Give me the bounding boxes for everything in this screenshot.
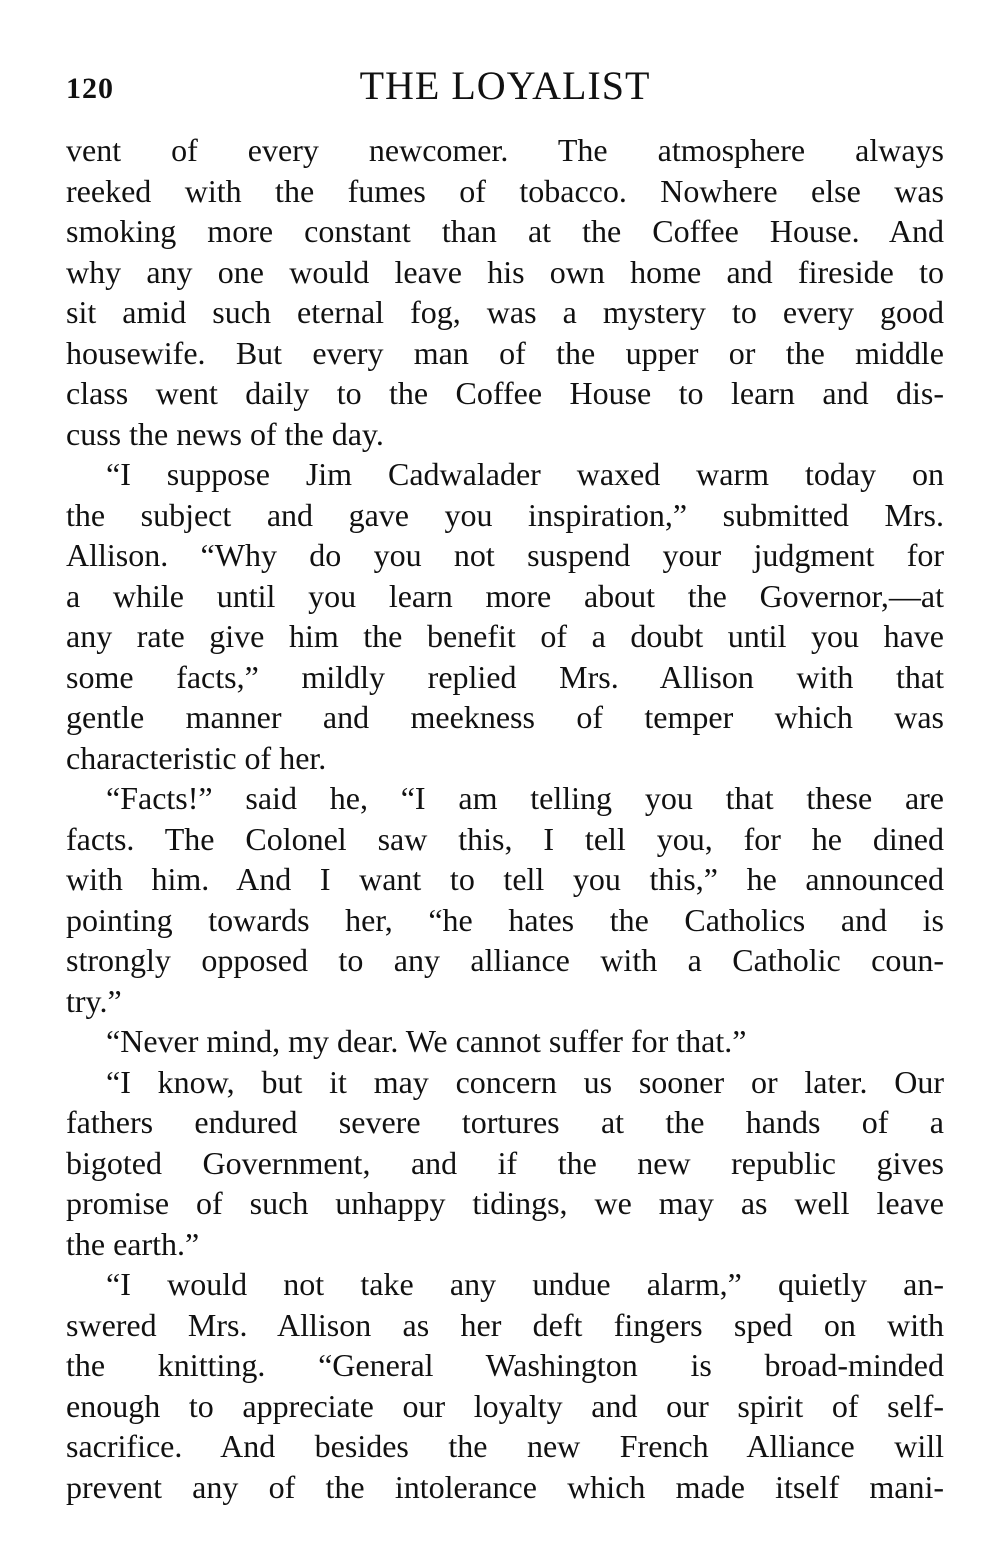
- text-line: “Facts!” said he, “I am telling you that these are: [106, 780, 944, 816]
- text-line: reeked with the fumes of tobacco. Nowhere else was: [66, 172, 944, 209]
- text-line: Allison. “Why do you not suspend your judgment for: [66, 537, 944, 573]
- text-line: cuss the news of the day.: [66, 415, 384, 452]
- text-line: class went daily to the Coffee House to learn and dis-: [66, 375, 944, 411]
- text-line: gentle manner and meekness of temper which was: [66, 699, 944, 735]
- text-line: prevent any of the intolerance which made itself mani-: [66, 1468, 944, 1505]
- text-line: housewife. But every man of the upper or the middle: [66, 334, 944, 371]
- text-line: any rate give him the benefit of a doubt until you have: [66, 618, 944, 654]
- text-line: the earth.”: [66, 1225, 200, 1262]
- text-line: “Never mind, my dear. We cannot suffer for that.”: [106, 1023, 747, 1059]
- text-line: “I suppose Jim Cadwalader waxed warm today on: [106, 456, 944, 492]
- text-line: a while until you learn more about the Governor,—at: [66, 577, 944, 614]
- text-line: strongly opposed to any alliance with a Catholic coun-: [66, 942, 944, 978]
- text-line: sacrifice. And besides the new French Alliance will: [66, 1428, 944, 1464]
- text-line: why any one would leave his own home and fireside to: [66, 253, 944, 290]
- text-line: “I know, but it may concern us sooner or later. Our: [106, 1063, 944, 1100]
- text-line: smoking more constant than at the Coffee House. And: [66, 213, 944, 249]
- text-line: sit amid such eternal fog, was a mystery to every good: [66, 294, 944, 330]
- text-line: the knitting. “General Washington is broad-minded: [66, 1347, 944, 1383]
- body-text: [66, 130, 944, 1507]
- page-header: [66, 62, 944, 114]
- text-line: with him. And I want to tell you this,” he announced: [66, 861, 944, 897]
- text-line: bigoted Government, and if the new republic gives: [66, 1144, 944, 1181]
- text-line: characteristic of her.: [66, 739, 327, 776]
- text-line: some facts,” mildly replied Mrs. Allison with that: [66, 658, 944, 695]
- text-line: vent of every newcomer. The atmosphere always: [66, 132, 944, 168]
- text-line: enough to appreciate our loyalty and our spirit of self-: [66, 1387, 944, 1424]
- text-line: pointing towards her, “he hates the Catholics and is: [66, 901, 944, 938]
- text-line: promise of such unhappy tidings, we may as well leave: [66, 1185, 944, 1221]
- text-line: the subject and gave you inspiration,” submitted Mrs.: [66, 496, 944, 533]
- text-line: swered Mrs. Allison as her deft fingers sped on with: [66, 1306, 944, 1343]
- running-title: THE LOYALIST: [359, 63, 651, 108]
- text-line: fathers endured severe tortures at the hands of a: [66, 1104, 944, 1140]
- text-line: “I would not take any undue alarm,” quietly an-: [106, 1266, 944, 1302]
- text-line: try.”: [66, 982, 122, 1019]
- text-line: facts. The Colonel saw this, I tell you, for he dined: [66, 820, 944, 857]
- page-number: 120: [66, 72, 114, 105]
